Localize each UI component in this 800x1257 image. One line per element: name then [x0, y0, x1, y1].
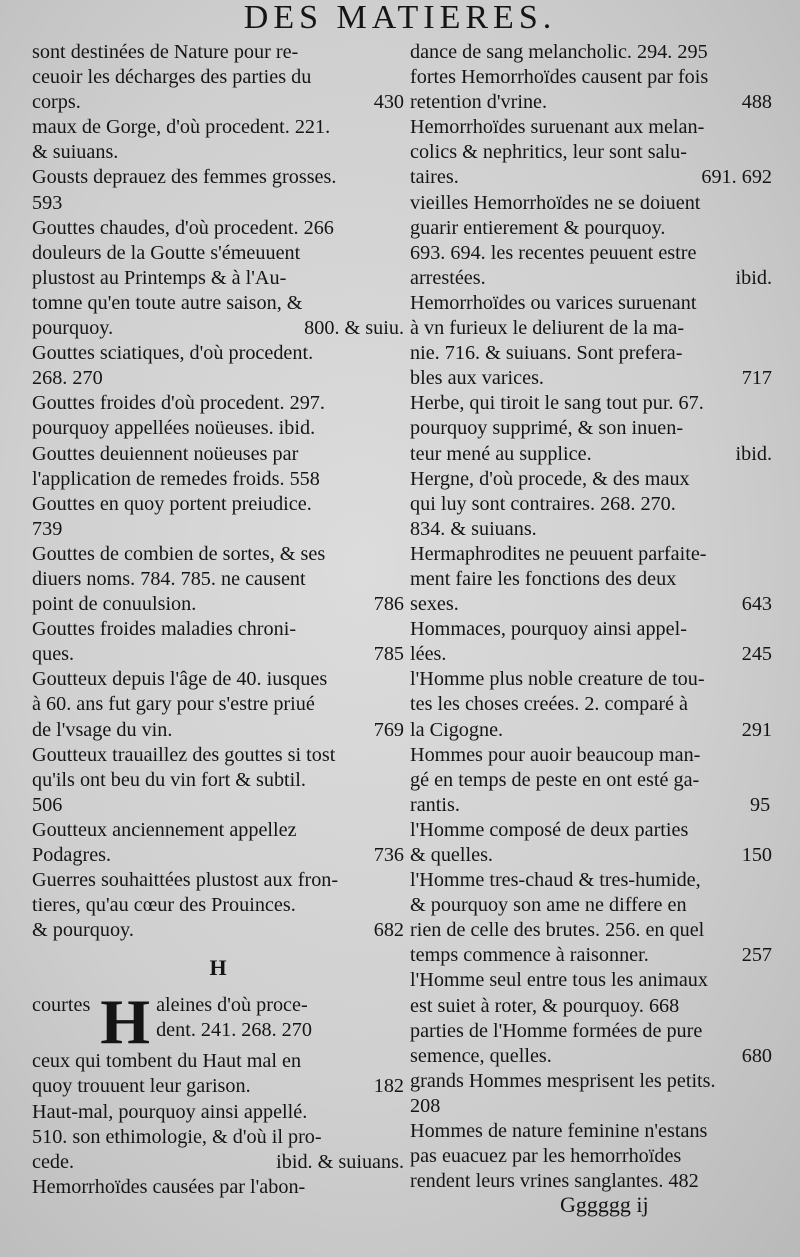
entry-line: taires. 691. 692 — [432, 165, 772, 190]
page-reference: 680 — [741, 1044, 772, 1067]
index-entry — [32, 442, 404, 492]
page-reference: 717 — [741, 367, 772, 390]
entry-line: pas euacuez par les hemorrhoïdes — [410, 1145, 682, 1168]
entry-line: est suiet à roter, & pourquoy. 668 — [410, 994, 680, 1017]
index-entry — [32, 818, 404, 868]
entry-line: tieres, qu'au cœur des Prouinces. — [32, 894, 296, 917]
entry-line: corps. 430 — [54, 90, 404, 115]
index-entry — [32, 341, 404, 391]
page-reference: 691. 692 — [701, 166, 772, 189]
index-entry — [410, 968, 772, 1018]
entry-line: vieilles Hemorrhoïdes ne se doiuent — [410, 191, 701, 214]
entry-line: 739 — [32, 517, 63, 540]
page-reference: 430 — [373, 91, 404, 114]
page-reference: 786 — [373, 593, 404, 616]
page-reference: ibid. & suiuans. — [276, 1150, 404, 1173]
page-reference: 800. & suiu. — [304, 317, 404, 340]
entry-line: cede. ibid. & suiuans. — [54, 1150, 404, 1175]
entry-line: Hemorrhoïdes suruenant aux melan- — [410, 116, 705, 139]
entry-line: 268. 270 — [32, 367, 103, 390]
entry-line: tes les choses creées. 2. comparé à — [410, 693, 689, 716]
dropcap-line-2: dent. 241. 268. 270 — [156, 1019, 312, 1042]
index-entry — [32, 492, 404, 542]
entry-line: temps commence à raisonner. 257 — [432, 943, 772, 968]
index-entry — [410, 818, 772, 868]
page-reference: 785 — [373, 643, 404, 666]
entry-line: pourquoy. 800. & suiu. — [54, 316, 404, 341]
entry-line: Goutteux anciennement appellez — [32, 818, 297, 841]
entry-line: arrestées. ibid. — [432, 266, 772, 291]
index-entry — [410, 868, 772, 968]
index-entry — [32, 391, 404, 441]
index-entry — [32, 165, 404, 215]
entry-line: Hommaces, pourquoy ainsi appel- — [410, 618, 687, 641]
entry-line: Gouttes deuiennent noüeuses par — [32, 442, 299, 465]
entry-line: Gouttes de combien de sortes, & ses — [32, 542, 326, 565]
entry-line: ceux qui tombent du Haut mal en — [32, 1050, 302, 1073]
index-entry — [32, 241, 404, 341]
page-reference: 736 — [373, 844, 404, 866]
entry-line: 510. son ethimologie, & d'où il pro- — [32, 1125, 322, 1148]
index-entry — [410, 1019, 772, 1069]
entry-line: nie. 716. & suiuans. Sont prefera- — [410, 342, 683, 365]
index-entry — [32, 868, 404, 943]
index-entry — [410, 115, 772, 190]
entry-line: 208 — [410, 1094, 441, 1117]
page-reference: 150 — [741, 844, 772, 866]
page-reference: ibid. — [735, 442, 772, 465]
entry-line: l'Homme tres-chaud & tres-humide, — [410, 869, 701, 892]
dropcap-lead-word: courtes — [32, 994, 91, 1017]
page-reference: 182 — [373, 1075, 404, 1098]
entry-line: Hemorrhoïdes causées par l'abon- — [32, 1175, 306, 1198]
entry-line: ceuoir les décharges des parties du — [32, 66, 312, 89]
entry-line: rantis. 95 — [410, 793, 771, 816]
index-entry — [410, 1119, 772, 1194]
entry-line: l'Homme seul entre tous les animaux — [410, 969, 708, 992]
entry-line: rien de celle des brutes. 256. en quel — [410, 919, 705, 942]
right-entries — [410, 40, 772, 1194]
page-reference: 291 — [741, 718, 772, 741]
right-column — [410, 40, 772, 1194]
index-entry — [32, 115, 404, 165]
entry-line: à 60. ans fut gary pour s'estre priué — [32, 693, 315, 716]
entry-line: Gouttes froides maladies chroni- — [32, 618, 297, 641]
entry-line: & pourquoy son ame ne differe en — [410, 894, 687, 917]
entry-line: plustost au Printemps & à l'Au- — [32, 266, 287, 289]
index-entry — [32, 40, 404, 115]
page-reference: 488 — [741, 91, 772, 114]
entry-line: 506 — [32, 793, 63, 816]
entry-line: 593 — [32, 191, 63, 214]
entry-line: Podagres. 736 — [54, 843, 404, 868]
entry-line: point de conuulsion. 786 — [54, 592, 404, 617]
entry-line: parties de l'Homme formées de pure — [410, 1019, 703, 1042]
section-letter: H — [209, 955, 227, 981]
entry-line: grands Hommes mesprisent les petits. — [410, 1069, 716, 1092]
left-entries — [32, 40, 404, 943]
entry-line: Haut-mal, pourquoy ainsi appellé. — [32, 1100, 308, 1123]
entry-line: bles aux varices. 717 — [432, 366, 772, 391]
entry-line: & quelles. 150 — [432, 843, 772, 868]
entry-line: la Cigogne. 291 — [432, 718, 772, 743]
entry-line: semence, quelles. 680 — [432, 1044, 772, 1069]
entry-line: Goutteux depuis l'âge de 40. iusques — [32, 668, 328, 691]
entry-line: 834. & suiuans. — [410, 517, 537, 540]
dropcap-entry — [32, 986, 404, 1058]
entry-line: colics & nephritics, leur sont salu- — [410, 141, 687, 164]
page-reference: 245 — [741, 643, 772, 666]
entry-line: Herbe, qui tiroit le sang tout pur. 67. — [410, 392, 704, 415]
entry-line: diuers noms. 784. 785. ne causent — [32, 567, 306, 590]
index-entry — [410, 65, 772, 115]
entry-line: & pourquoy. 682 — [54, 918, 404, 943]
index-entry — [410, 391, 772, 466]
entry-line: ques. 785 — [54, 642, 404, 667]
index-entry — [410, 467, 772, 542]
entry-line: Hommes de nature feminine n'estans — [410, 1120, 708, 1143]
entry-line: Gouttes sciatiques, d'où procedent. — [32, 342, 314, 365]
page-reference: 682 — [373, 919, 404, 942]
entry-line: guarir entierement & pourquoy. — [410, 216, 666, 239]
page-reference: 257 — [741, 944, 772, 967]
entry-line: 693. 694. les recentes peuuent estre — [410, 241, 697, 264]
index-entry — [32, 1100, 404, 1175]
index-entry — [410, 667, 772, 742]
entry-line: douleurs de la Goutte s'émeuuent — [32, 241, 301, 264]
entry-line: l'Homme plus noble creature de tou- — [410, 668, 705, 691]
entry-line: qui luy sont contraires. 268. 270. — [410, 492, 676, 515]
index-entry — [410, 743, 772, 818]
running-header: DES MATIERES. — [243, 0, 557, 36]
entry-line: Gousts deprauez des femmes grosses. — [32, 166, 337, 189]
entry-line: l'application de remedes froids. 558 — [32, 467, 320, 490]
entry-line: dance de sang melancholic. 294. 295 — [410, 41, 708, 63]
index-entry — [410, 1069, 772, 1119]
entry-line: & suiuans. — [32, 141, 119, 164]
entry-line: sont destinées de Nature pour re- — [32, 41, 299, 63]
index-entry — [32, 216, 404, 241]
page-reference: 769 — [373, 718, 404, 741]
index-entry — [32, 617, 404, 667]
dropcap-letter: H — [100, 986, 151, 1058]
index-entry — [410, 191, 772, 291]
entry-line: Hemorrhoïdes ou varices suruenant — [410, 291, 697, 314]
entry-line: teur mené au supplice. ibid. — [432, 442, 772, 467]
index-entry — [410, 40, 772, 65]
entry-line: à vn furieux le deliurent de la ma- — [410, 317, 685, 340]
entry-line: lées. 245 — [432, 642, 772, 667]
entry-line: Goutteux trauaillez des gouttes si tost — [32, 743, 336, 766]
entry-line: fortes Hemorrhoïdes causent par fois — [410, 66, 709, 89]
page-reference: 643 — [741, 593, 772, 616]
entry-line: retention d'vrine. 488 — [432, 90, 772, 115]
entry-line: maux de Gorge, d'où procedent. 221. — [32, 116, 331, 139]
entry-line: Gouttes en quoy portent preiudice. — [32, 492, 312, 515]
dropcap-line-1: aleines d'où proce- — [156, 994, 308, 1017]
index-entry — [410, 291, 772, 391]
entry-line: de l'vsage du vin. 769 — [54, 718, 404, 743]
index-entry — [32, 667, 404, 742]
left-column — [32, 40, 404, 1200]
entry-line: Guerres souhaittées plustost aux fron- — [32, 869, 339, 892]
entry-line: sexes. 643 — [432, 592, 772, 617]
left-after-entries — [32, 1049, 404, 1200]
entry-line: rendent leurs vrines sanglantes. 482 — [410, 1170, 699, 1193]
entry-line: Hermaphrodites ne peuuent parfaite- — [410, 542, 707, 565]
entry-line: pourquoy appellées noüeuses. ibid. — [32, 417, 316, 440]
entry-line: Hergne, d'où procede, & des maux — [410, 467, 690, 490]
page-reference: ibid. — [735, 266, 772, 289]
index-entry — [410, 617, 772, 667]
entry-line: gé en temps de peste en ont esté ga- — [410, 768, 700, 791]
index-entry — [32, 1049, 404, 1099]
index-entry — [410, 542, 772, 617]
entry-line: ment faire les fonctions des deux — [410, 567, 677, 590]
entry-line: tomne qu'en toute autre saison, & — [32, 291, 303, 314]
entry-line: l'Homme composé de deux parties — [410, 818, 689, 841]
index-entry — [32, 542, 404, 617]
entry-line: quoy trouuent leur garison. 182 — [54, 1074, 404, 1099]
entry-line: Hommes pour auoir beaucoup man- — [410, 743, 701, 766]
entry-line: qu'ils ont beu du vin fort & subtil. — [32, 768, 306, 791]
entry-line: Gouttes chaudes, d'où procedent. 266 — [32, 216, 334, 239]
entry-line: Gouttes froides d'où procedent. 297. — [32, 392, 325, 415]
index-entry — [32, 743, 404, 818]
index-entry — [32, 1175, 404, 1200]
signature-mark: Gggggg ij — [560, 1192, 649, 1217]
entry-line: pourquoy supprimé, & son inuen- — [410, 417, 684, 440]
